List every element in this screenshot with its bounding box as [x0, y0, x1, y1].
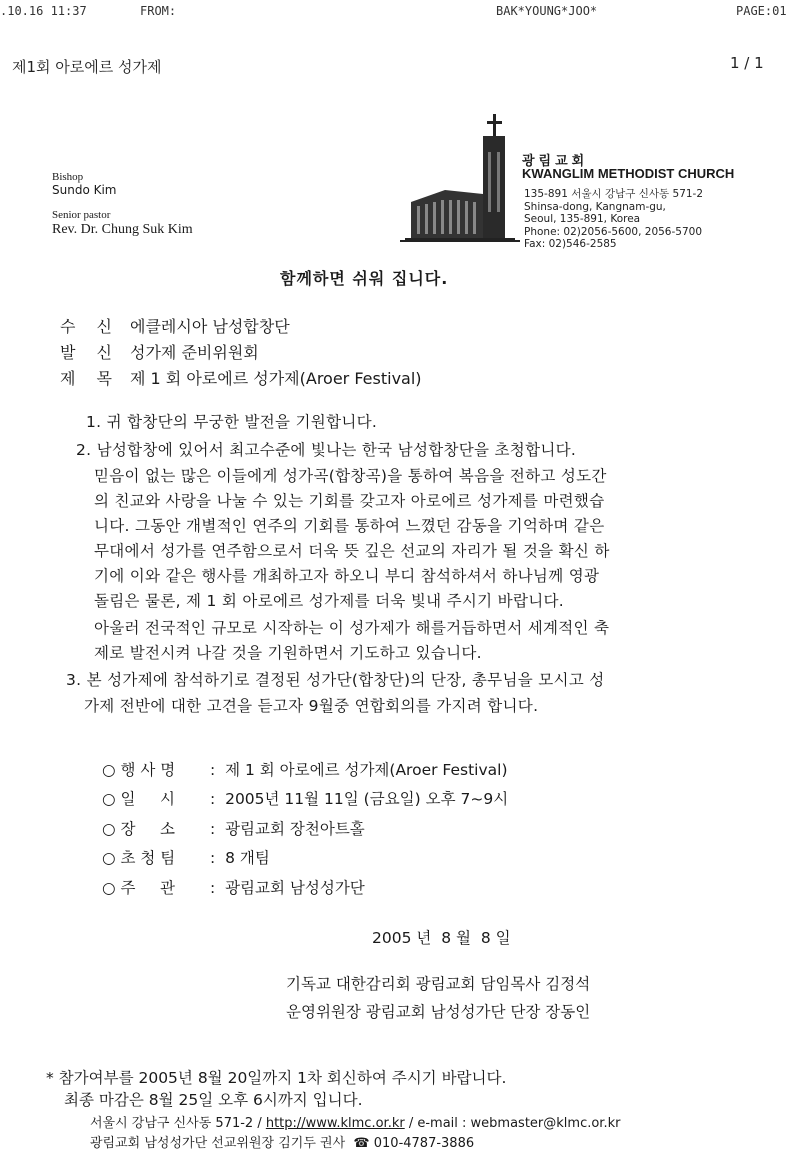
- contact-line: [90, 1112, 620, 1131]
- body-line: 아울러 전국적인 규모로 시작하는 이 성가제가 해를거듭하면서 세계적인 축: [94, 619, 610, 637]
- church-name-korean: 광림교회: [522, 154, 589, 169]
- email-address[interactable]: webmaster@klmc.or.kr: [470, 1116, 621, 1131]
- body-line: 니다. 그동안 개별적인 연주의 기회를 통하여 느꼈던 감동을 기억하며 같은: [94, 517, 605, 535]
- church-address: [524, 188, 703, 251]
- pastor-label: Senior pastor: [52, 209, 111, 221]
- detail-value: 광림교회 남성성가단: [225, 879, 365, 897]
- page-count: 1 / 1: [730, 54, 764, 72]
- detail-label: ○ 행 사 명: [102, 761, 176, 779]
- detail-value: 2005년 11월 11일 (금요일) 오후 7~9시: [225, 790, 509, 808]
- logo-baseline: [400, 240, 520, 242]
- letter-date: 2005 년 8 월 8 일: [372, 929, 511, 947]
- body-line: 기에 이와 같은 행사를 개최하고자 하오니 부디 참석하셔서 하나님께 영광: [94, 567, 600, 585]
- detail-label: ○ 주 관: [102, 879, 176, 897]
- address-line: Fax: 02)546-2585: [524, 238, 617, 250]
- website-link[interactable]: http://www.klmc.or.kr: [265, 1116, 405, 1131]
- contact-phone: 010-4787-3886: [373, 1136, 475, 1151]
- pastor-name: Rev. Dr. Chung Suk Kim: [52, 222, 193, 237]
- address-line: 135-891 서울시 강남구 신사동 571-2: [524, 188, 704, 200]
- body-line: 제로 발전시켜 나갈 것을 기원하면서 기도하고 있습니다.: [94, 644, 482, 662]
- deadline-note: 최종 마감은 8월 25일 오후 6시까지 입니다.: [64, 1091, 363, 1109]
- body-line: 믿음이 없는 많은 이들에게 성가곡(합창곡)을 통하여 복음을 전하고 성도간: [94, 467, 607, 485]
- detail-label: ○ 일 시: [102, 790, 176, 808]
- meta-key: 제 목: [60, 369, 120, 388]
- detail-date-time: ○ 일 시 : 2005년 11월 11일 (금요일) 오후 7~9시: [102, 787, 508, 809]
- meta-key: 수 신: [60, 317, 120, 336]
- address-line: Phone: 02)2056-5600, 2056-5700: [524, 225, 702, 238]
- detail-invited-teams: ○ 초 청 팀 : 8 개팀: [102, 846, 270, 868]
- meta-value: 제 1 회 아로에르 성가제(Aroer Festival): [130, 369, 422, 388]
- meta-key: 발 신: [60, 343, 120, 362]
- detail-value: 제 1 회 아로에르 성가제(Aroer Festival): [225, 761, 508, 779]
- reply-note: * 참가여부를 2005년 8월 20일까지 1차 회신하여 주시기 바랍니다.: [46, 1069, 507, 1087]
- document-title: 제1회 아로에르 성가제: [12, 58, 162, 76]
- email-label: / e-mail :: [404, 1116, 471, 1131]
- contact-person: 광림교회 남성성가단 선교위원장 김기두 권사: [90, 1136, 346, 1151]
- detail-organizer: ○ 주 관 : 광림교회 남성성가단: [102, 876, 365, 898]
- address-line: Shinsa-dong, Kangnam-gu,: [524, 200, 666, 213]
- contact-address: 서울시 강남구 신사동 571-2 /: [90, 1116, 266, 1131]
- church-building-logo: [405, 112, 525, 246]
- contact-person-line: [90, 1132, 474, 1151]
- fax-from-label: FROM:: [140, 4, 177, 18]
- signature-line: 기독교 대한감리회 광림교회 담임목사 김정석: [286, 975, 591, 993]
- body-line: 의 친교와 사랑을 나눌 수 있는 기회를 갖고자 아로에르 성가제를 마련했습: [94, 492, 605, 510]
- signature-line: 운영위원장 광림교회 남성성가단 단장 장동인: [286, 1003, 591, 1021]
- meta-recipient: [60, 314, 290, 337]
- detail-venue: ○ 장 소 : 광림교회 장천아트홀: [102, 817, 365, 839]
- fax-datetime: .10.16 11:37: [0, 4, 87, 18]
- meta-value: 성가제 준비위원회: [130, 343, 259, 362]
- bishop-label: Bishop: [52, 171, 84, 183]
- body-line: 1. 귀 합창단의 무궁한 발전을 기원합니다.: [86, 413, 378, 431]
- meta-subject: [60, 366, 422, 389]
- body-line: 3. 본 성가제에 참석하기로 결정된 성가단(합창단)의 단장, 총무님을 모시고 성: [66, 671, 605, 689]
- headline: 함께하면 쉬워 집니다.: [280, 269, 449, 288]
- detail-event-name: ○ 행 사 명 : 제 1 회 아로에르 성가제(Aroer Festival): [102, 758, 508, 780]
- body-line: 2. 남성합창에 있어서 최고수준에 빛나는 한국 남성합창단을 초청합니다.: [76, 441, 577, 459]
- body-line: 돌림은 물론, 제 1 회 아로에르 성가제를 더욱 빛내 주시기 바랍니다.: [94, 592, 564, 610]
- detail-label: ○ 장 소: [102, 820, 176, 838]
- bishop-name: Sundo Kim: [52, 183, 117, 197]
- body-line: 가제 전반에 대한 고견을 듣고자 9월중 연합회의를 가지려 합니다.: [84, 697, 539, 715]
- fax-page: PAGE:01: [736, 4, 787, 18]
- phone-icon: ☎: [353, 1136, 370, 1151]
- meta-value: 에클레시아 남성합창단: [130, 317, 290, 336]
- meta-sender: [60, 340, 259, 363]
- detail-label: ○ 초 청 팀: [102, 849, 176, 867]
- body-line: 무대에서 성가를 연주함으로서 더욱 뜻 깊은 선교의 자리가 될 것을 확신 하: [94, 542, 610, 560]
- church-name-english: KWANGLIM METHODIST CHURCH: [522, 166, 735, 181]
- address-line: Seoul, 135-891, Korea: [524, 213, 641, 225]
- detail-value: 광림교회 장천아트홀: [225, 820, 365, 838]
- fax-sender: BAK*YOUNG*JOO*: [496, 4, 598, 18]
- detail-value: 8 개팀: [225, 849, 270, 867]
